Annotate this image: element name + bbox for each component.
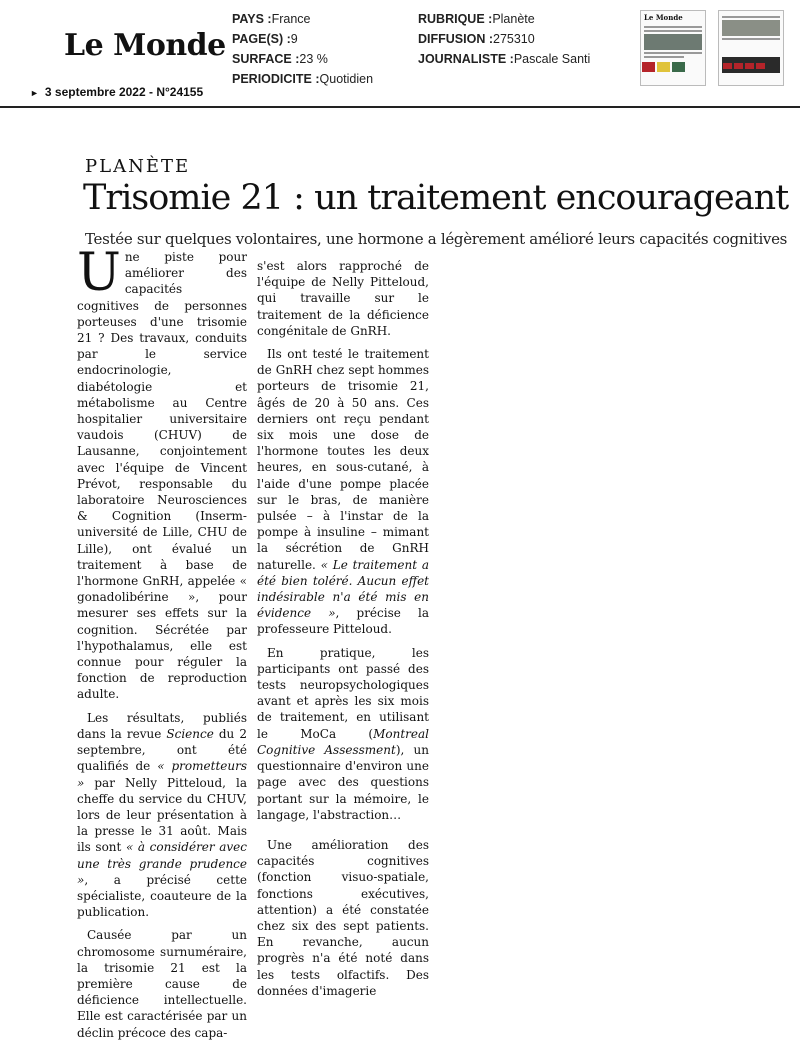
thumbnail-ad-block [722, 57, 780, 73]
thumbnail-photo [644, 34, 702, 50]
paragraph: Causée par un chromosome surnuméraire, la trisomie 21 est la première cause de déficience intellectuelle. Elle est caractérisée par un déclin précoce des capa- [77, 928, 247, 1040]
metadata-left [232, 9, 373, 89]
paragraph: Une amélioration des capacités cognitives (fonction visuo-spatiale, fonctions exécutives, attention) a été constatée chez six des sept patients. En revanche, aucun progrès n'a été noté dans les tests olfactifs. Des données d'imagerie [257, 837, 429, 998]
paragraph: Ils ont testé le traitement de GnRH chez sept hommes porteurs de trisomie 21, âgés de 20 à 50 ans. Ces derniers ont reçu pendant six mois une dose de l'hormone toutes les deux heures, en sous-cutané, à l'aide d'une pompe placée sur le bras, de manière pulsée – à l'instar de la pompe à insuline – mimant la sécrétion de GnRH naturelle. « Le traitement a été bien toléré. Aucun effet indésirable n'a été mis en évidence », précise la professeure Pitteloud. [257, 347, 430, 637]
metadata-right [418, 9, 590, 69]
diffusion-row: DIFFUSION :275310 [418, 32, 535, 46]
thumbnail-photo [722, 20, 780, 36]
pages-row: PAGE(S) :9 [232, 32, 298, 46]
dateline: ► 3 septembre 2022 - N°24155 [30, 85, 204, 99]
pays-row: PAYS :France [232, 12, 311, 26]
article-column-2 [257, 258, 429, 999]
section-kicker: PLANÈTE [85, 156, 191, 177]
paragraph: s'est alors rapproché de l'équipe de Nelly Pitteloud, qui travaille sur le traitement de la déficience congénitale de GnRH. [257, 259, 429, 338]
surface-row: SURFACE :23 % [232, 52, 328, 66]
header-divider [0, 106, 800, 108]
article-column-1 [77, 243, 247, 1041]
article-title: Trisomie 21 : un traitement encourageant [83, 178, 789, 218]
press-clipping-header [0, 0, 800, 107]
drop-cap: U [77, 243, 121, 303]
journaliste-row: JOURNALISTE :Pascale Santi [418, 52, 591, 66]
le-monde-logo: Le Monde [64, 28, 226, 63]
arrow-icon: ► [30, 88, 39, 98]
paragraph: En pratique, les participants ont passé des tests neuropsychologiques avant et après les six mois de traitement, en utilisant le MoCa (Montreal Cognitive Assessment), un questionnaire d'environ une page avec des questions portant sur la mémoire, le langage, l'abstraction… [257, 645, 429, 822]
paragraph: Une piste pour améliorer des capacités cognitives de personnes porteuses d'une trisomie 21 ? Des travaux, conduits par le service endocrinologie, diabétologie et métabolisme au Centre hospitalier universitaire vaudois (CHUV) de Lausanne, conjointement avec l'équipe de Vincent Prévot, responsable du laboratoire Neurosciences & Cognition (Inserm-université de Lille, CHU de Lille), ont évalué un traitement à base de l'hormone GnRH, appelée « gonadolibérine », pour mesurer ses effets sur la cognition. Sécrétée par l'hypothalamus, elle est connue pour réguler la fonction de reproduction adulte. [77, 243, 247, 702]
periodicite-row: PERIODICITE :Quotidien [232, 72, 374, 86]
paragraph: Les résultats, publiés dans la revue Science du 2 septembre, ont été qualifiés de « prometteurs » par Nelly Pitteloud, la cheffe du service du CHUV, lors de leur présentation à la presse le 31 août. Mais ils sont « à considérer avec une très grande prudence », a précisé cette spécialiste, coauteure de la publication. [77, 710, 247, 920]
article-subtitle: Testée sur quelques volontaires, une hormone a légèrement amélioré leurs capacités cognitives [85, 230, 788, 248]
front-page-thumbnail[interactable] [640, 10, 706, 86]
rubrique-row: RUBRIQUE :Planète [418, 12, 535, 26]
article-page-thumbnail[interactable] [718, 10, 784, 86]
thumbnail-logo: Le Monde [644, 13, 683, 22]
